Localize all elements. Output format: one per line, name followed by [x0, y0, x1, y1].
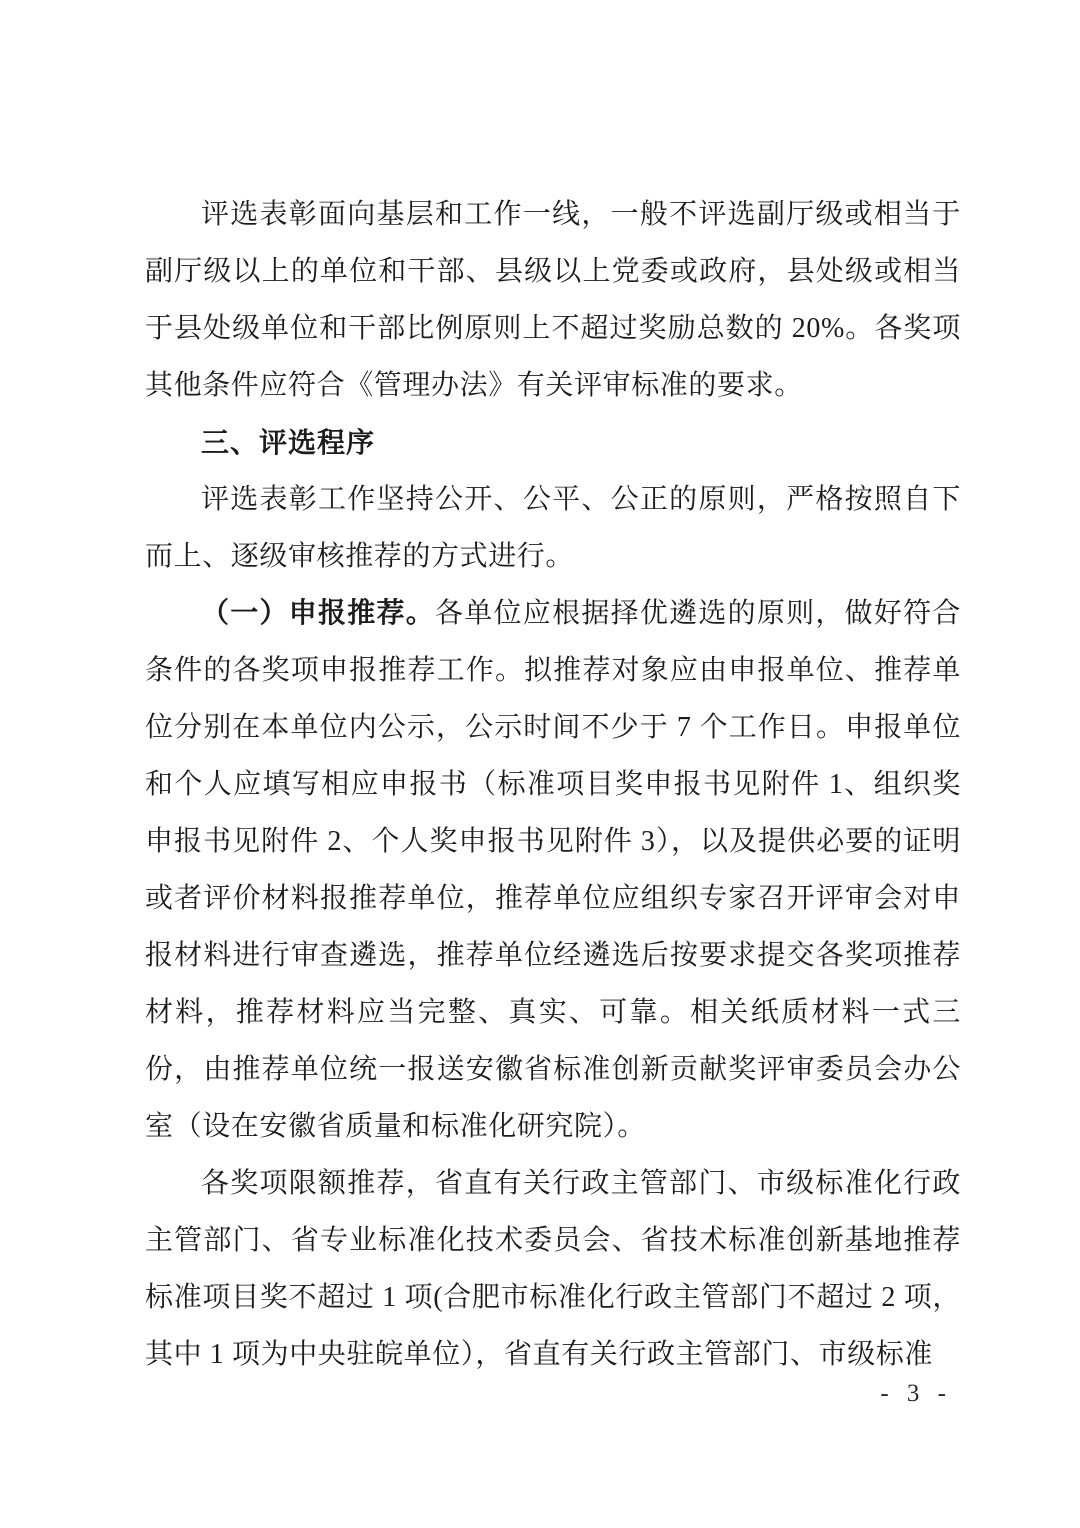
- paragraph-open-fair-principle: 评选表彰工作坚持公开、公平、公正的原则，严格按照自下而上、逐级审核推荐的方式进行。: [145, 484, 961, 572]
- paragraph-selection-scope: 评选表彰面向基层和工作一线，一般不评选副厅级或相当于副厅级以上的单位和干部、县级以上党委或政府，县处级或相当于县处级单位和干部比例原则上不超过奖励总数的 20%。各奖项其他条件应符合《管理办法》有关评审标准的要求。: [145, 199, 961, 401]
- paragraph-lead-label: （一）申报推荐。: [201, 598, 436, 629]
- paragraph-application-recommendation: [145, 585, 961, 1155]
- paragraph-quota-recommendation: 各奖项限额推荐，省直有关行政主管部门、市级标准化行政主管部门、省专业标准化技术委员会、省技术标准创新基地推荐标准项目奖不超过 1 项(合肥市标准化行政主管部门不超过 2 项，其中 1 项为中央驻皖单位），省直有关行政主管部门、市级标准: [145, 1168, 961, 1370]
- document-body: [145, 186, 961, 1383]
- paragraph-lead-body: 各单位应根据择优遴选的原则，做好符合条件的各奖项申报推荐工作。拟推荐对象应由申报单位、推荐单位分别在本单位内公示，公示时间不少于 7 个工作日。申报单位和个人应填写相应申报书（标准项目奖申报书见附件 1、组织奖申报书见附件 2、个人奖申报书见附件 3），以及提供必要的证明或者评价材料报推荐单位，推荐单位应组织专家召开评审会对申报材料进行审查遴选，推荐单位经遴选后按要求提交各奖项推荐材料，推荐材料应当完整、真实、可靠。相关纸质材料一式三份，由推荐单位统一报送安徽省标准创新贡献奖评审委员会办公室（设在安徽省质量和标准化研究院）。: [145, 598, 961, 1142]
- page-number: - 3 -: [880, 1380, 952, 1407]
- section-heading-evaluation-procedure: 三、评选程序: [201, 427, 376, 458]
